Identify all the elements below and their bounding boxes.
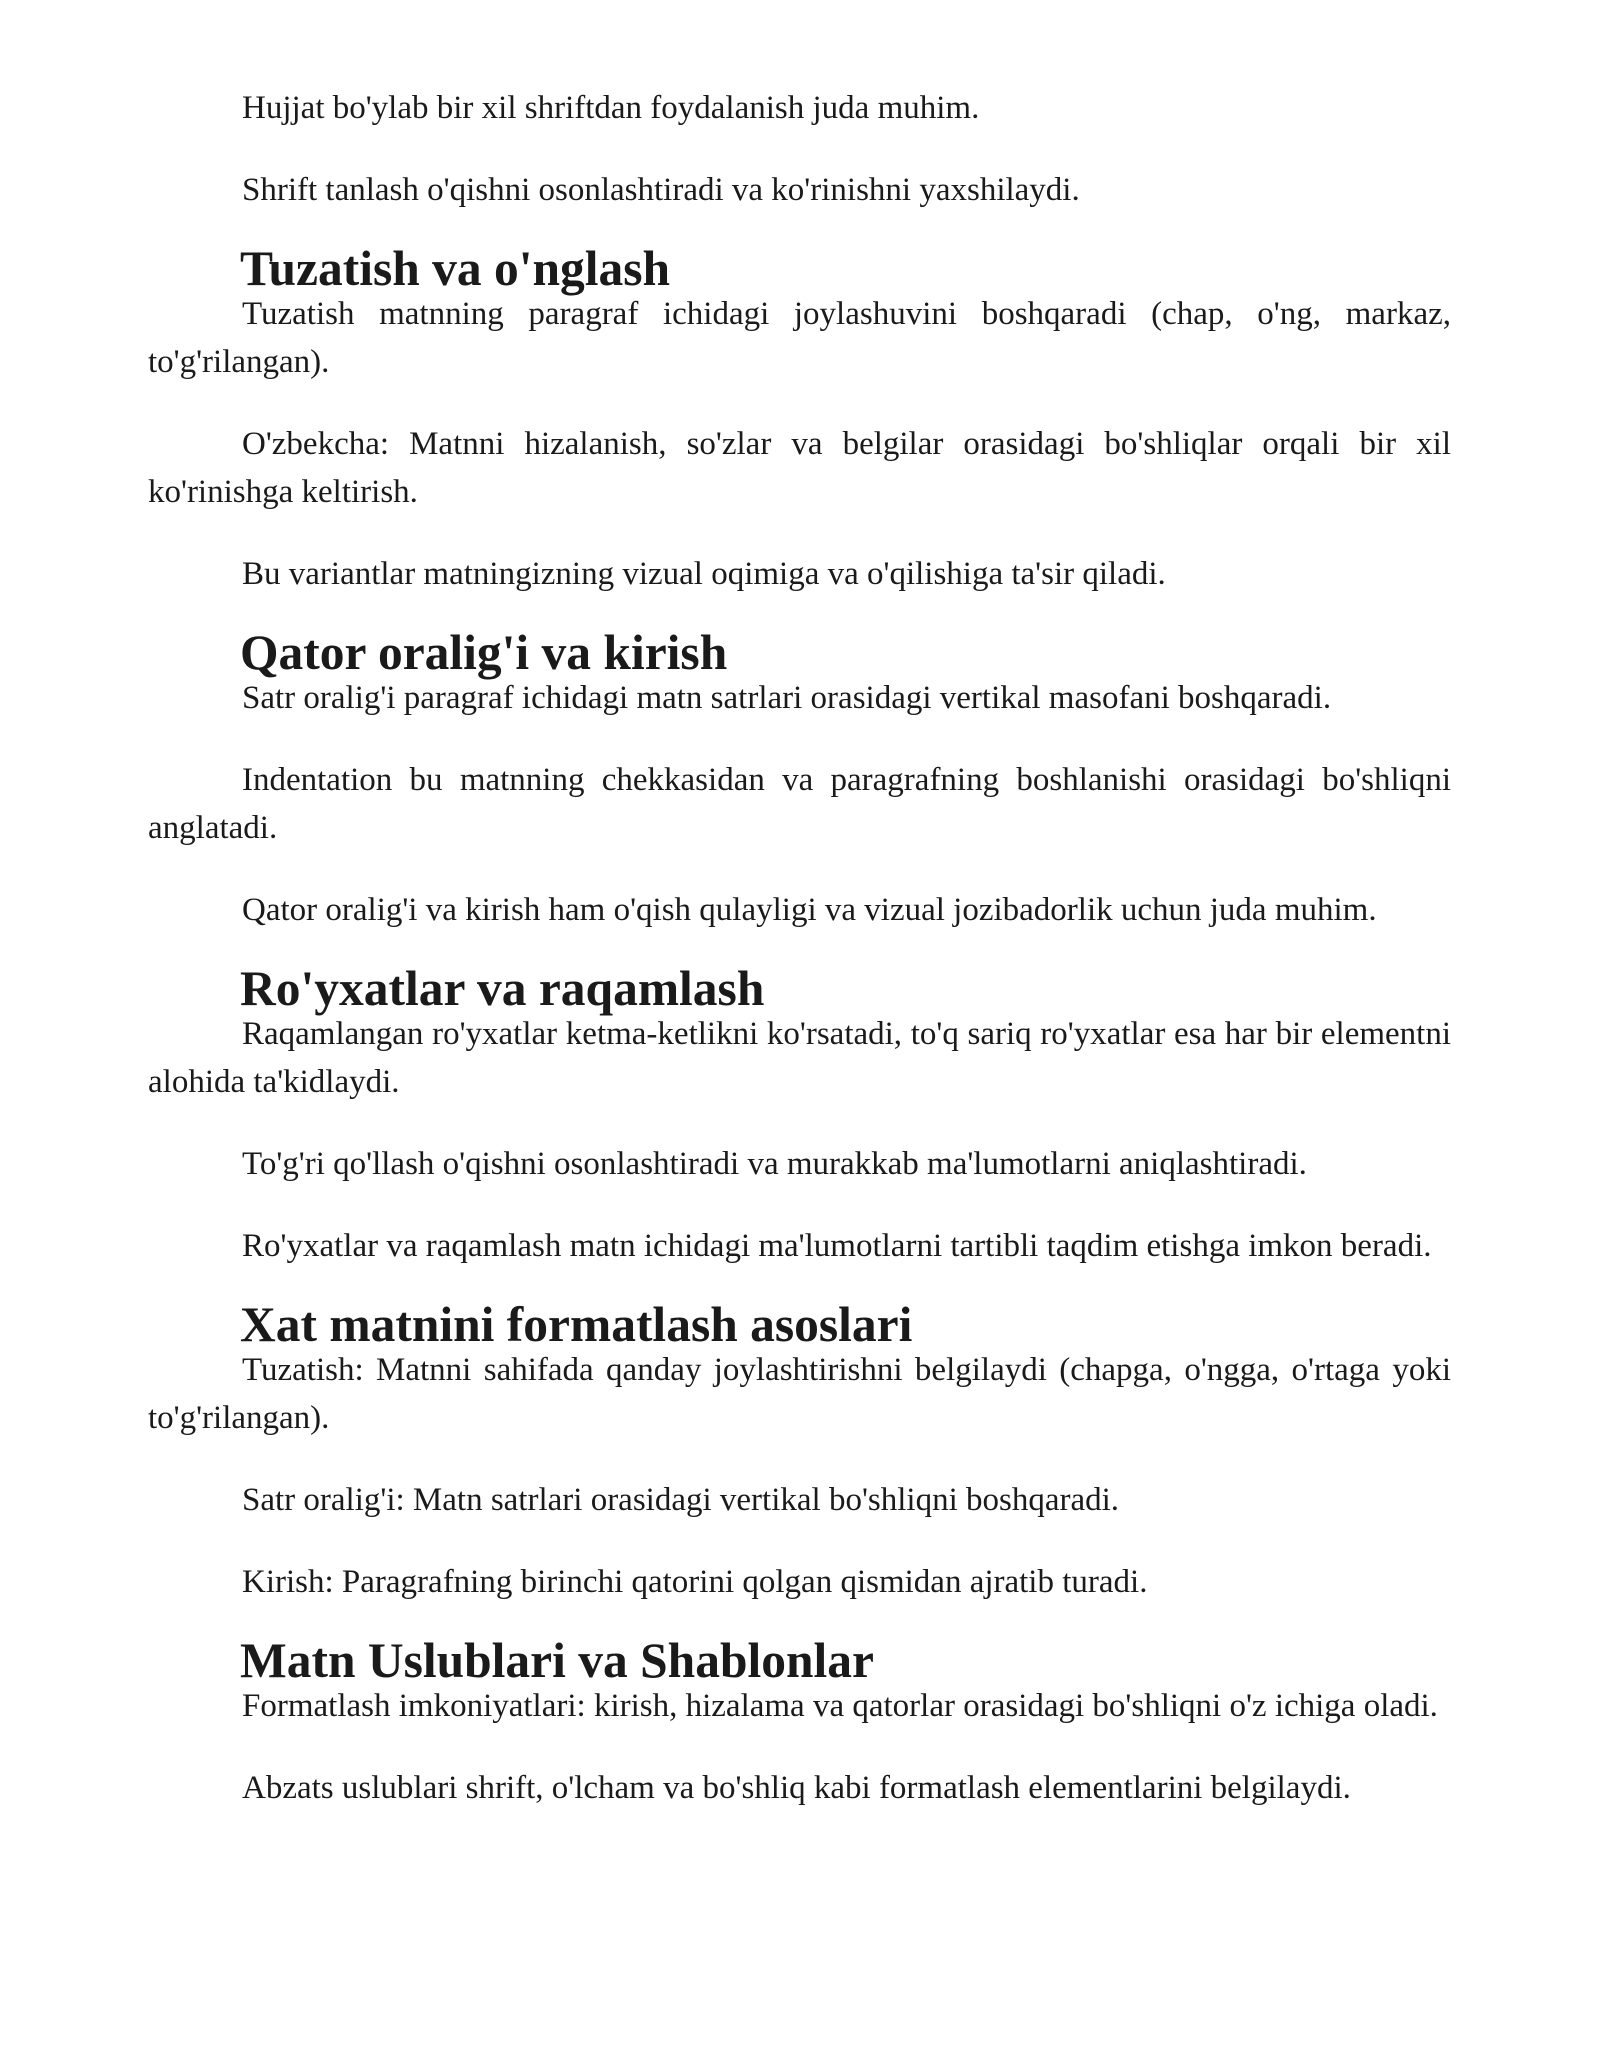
section-styles-templates <box>148 1633 1451 1812</box>
section-alignment <box>148 241 1451 598</box>
section-lists <box>148 961 1451 1270</box>
paragraph: Formatlash imkoniyatlari: kirish, hizalama va qatorlar orasidagi bo'shliqni o'z ichiga oladi. <box>242 1688 1438 1724</box>
intro-section <box>148 84 1451 214</box>
section-heading: Qator oralig'i va kirish <box>240 625 728 680</box>
paragraph: Kirish: Paragrafning birinchi qatorini qolgan qismidan ajratib turadi. <box>242 1564 1148 1600</box>
paragraph: Tuzatish: Matnni sahifada qanday joylashtirishni belgilaydi (chapga, o'ngga, o'rtaga yoki to'g'rilangan). <box>148 1352 1451 1436</box>
paragraph: Abzats uslublari shrift, o'lcham va bo'shliq kabi formatlash elementlarini belgilaydi. <box>242 1770 1351 1806</box>
section-letter-formatting <box>148 1297 1451 1606</box>
section-heading: Tuzatish va o'nglash <box>240 241 671 296</box>
paragraph: Hujjat bo'ylab bir xil shriftdan foydalanish juda muhim. <box>242 90 980 126</box>
section-heading: Ro'yxatlar va raqamlash <box>240 961 765 1016</box>
paragraph: Satr oralig'i: Matn satrlari orasidagi vertikal bo'shliqni boshqaradi. <box>242 1482 1120 1518</box>
section-heading: Xat matnini formatlash asoslari <box>240 1297 913 1352</box>
paragraph: Tuzatish matnning paragraf ichidagi joylashuvini boshqaradi (chap, o'ng, markaz, to'g'rilangan). <box>148 296 1451 380</box>
paragraph: To'g'ri qo'llash o'qishni osonlashtiradi va murakkab ma'lumotlarni aniqlashtiradi. <box>242 1146 1307 1182</box>
paragraph: Satr oralig'i paragraf ichidagi matn satrlari orasidagi vertikal masofani boshqaradi. <box>242 680 1332 716</box>
paragraph: Bu variantlar matningizning vizual oqimiga va o'qilishiga ta'sir qiladi. <box>242 556 1166 592</box>
document-body <box>148 84 1451 1846</box>
paragraph: Raqamlangan ro'yxatlar ketma-ketlikni ko'rsatadi, to'q sariq ro'yxatlar esa har bir elementni alohida ta'kidlaydi. <box>148 1016 1451 1100</box>
section-heading: Matn Uslublari va Shablonlar <box>240 1633 875 1688</box>
paragraph: Qator oralig'i va kirish ham o'qish qulayligi va vizual jozibadorlik uchun juda muhim. <box>242 892 1377 928</box>
paragraph: Ro'yxatlar va raqamlash matn ichidagi ma'lumotlarni tartibli taqdim etishga imkon beradi. <box>242 1228 1432 1264</box>
section-line-spacing <box>148 625 1451 934</box>
paragraph: Indentation bu matnning chekkasidan va paragrafning boshlanishi orasidagi bo'shliqni anglatadi. <box>148 762 1451 846</box>
paragraph: Shrift tanlash o'qishni osonlashtiradi va ko'rinishni yaxshilaydi. <box>242 172 1080 208</box>
paragraph: O'zbekcha: Matnni hizalanish, so'zlar va belgilar orasidagi bo'shliqlar orqali bir xil ko'rinishga keltirish. <box>148 426 1451 510</box>
